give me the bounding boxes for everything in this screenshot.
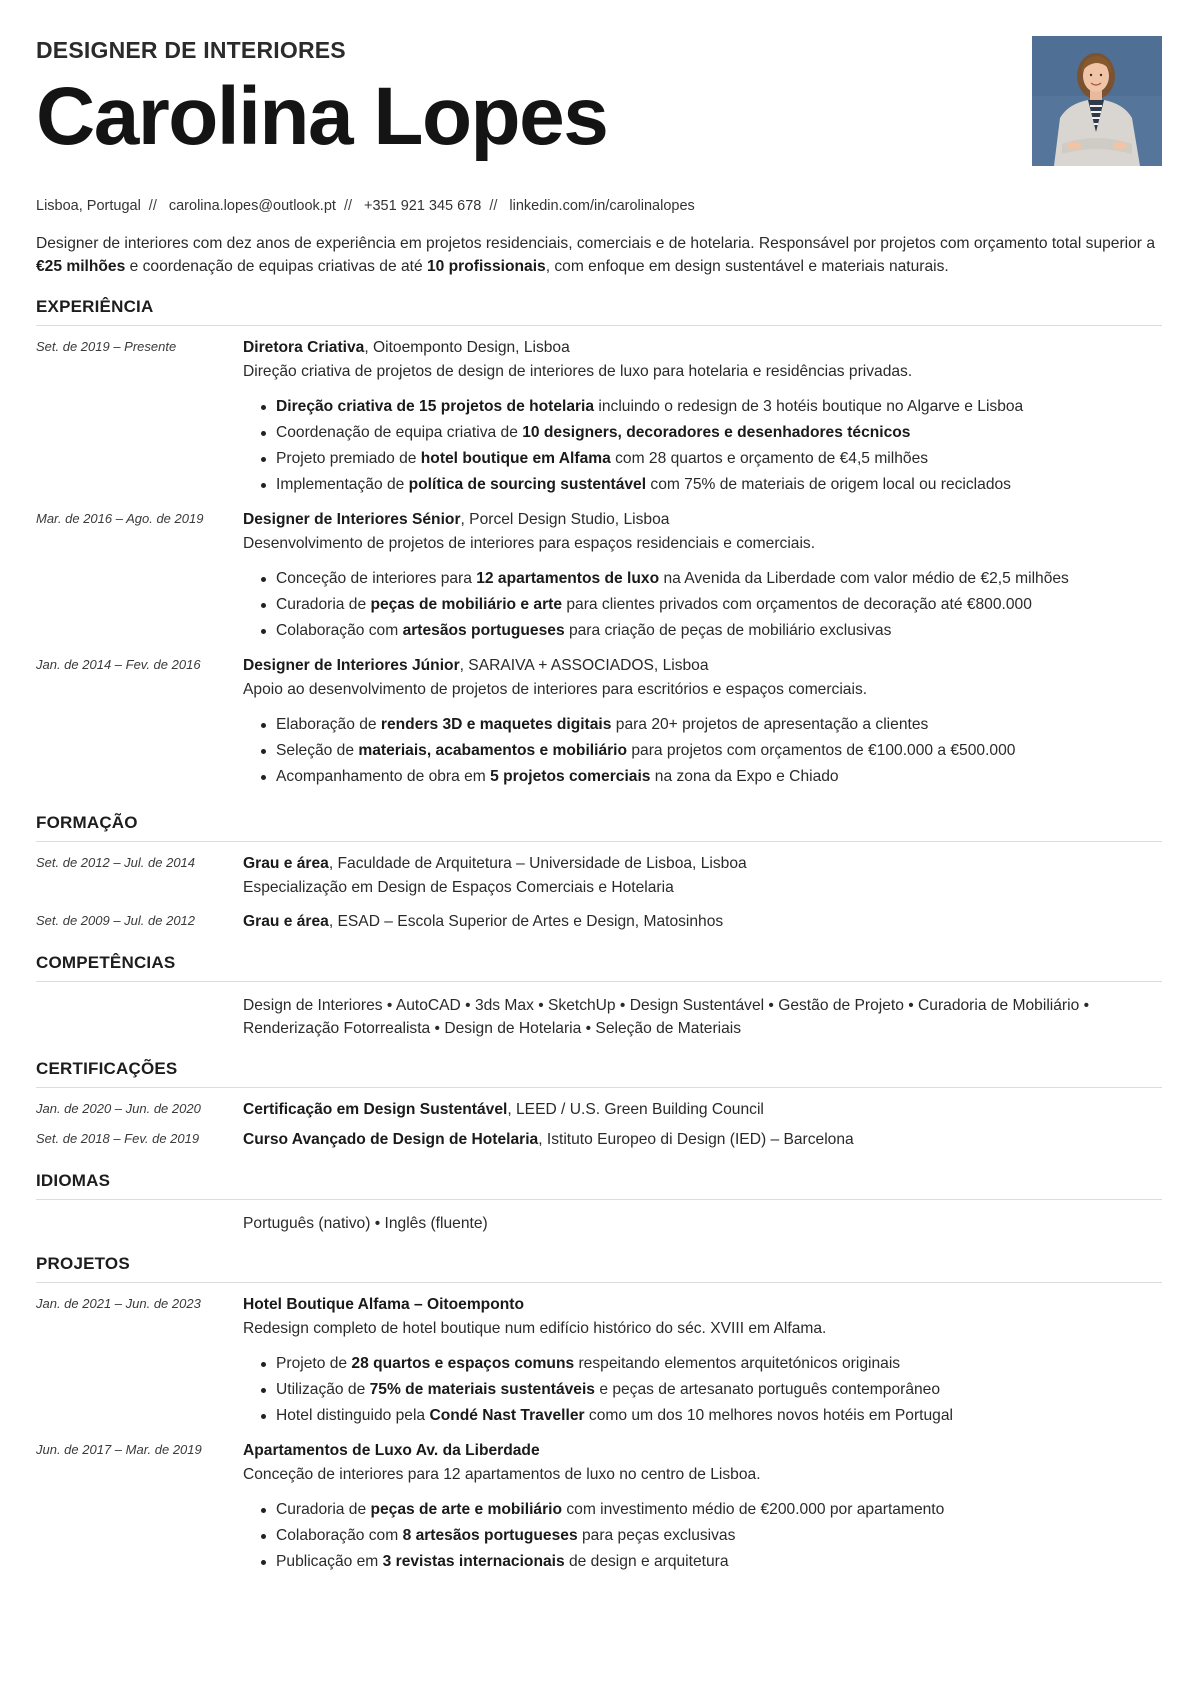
candidate-name: Carolina Lopes: [36, 71, 608, 162]
education-entry: [36, 910, 1162, 934]
certification-name: Curso Avançado de Design de Hotelaria: [243, 1131, 539, 1148]
contact-bar: [36, 196, 1162, 216]
entry-heading: [243, 1098, 1162, 1122]
section-title-projects: PROJETOS: [36, 1253, 1162, 1283]
entry-description: Apoio ao desenvolvimento de projetos de interiores para escritórios e espaços comerciais.: [243, 681, 868, 698]
summary-text: Designer de interiores com dez anos de experiência em projetos residenciais, comerciais e de hotelaria. Responsável por projetos com orçamento total superior a: [36, 235, 1155, 252]
achievement-list: [257, 1497, 1162, 1575]
languages-section: [36, 1170, 1162, 1235]
experience-entry: [36, 508, 1162, 644]
achievement-item: Colaboração com 8 artesãos portugueses para peças exclusivas: [257, 1523, 1162, 1549]
professional-summary: [36, 232, 1162, 278]
contact-separator: //: [148, 198, 157, 214]
summary-text: , com enfoque em design sustentável e materiais naturais.: [545, 258, 949, 275]
languages-list: Português (nativo) • Inglês (fluente): [243, 1215, 488, 1232]
contact-linkedin[interactable]: linkedin.com/in/carolinalopes: [509, 198, 695, 214]
certification-issuer: , LEED / U.S. Green Building Council: [507, 1101, 764, 1118]
skills-list: Design de Interiores • AutoCAD • 3ds Max • SketchUp • Design Sustentável • Gestão de Projeto • Curadoria de Mobiliário • Renderização Fotorrealista • Design de Hotelaria • Seleção de Materiais: [243, 997, 1090, 1037]
job-role: Designer de Interiores Sénior: [243, 511, 461, 528]
achievement-item: Projeto premiado de hotel boutique em Alfama com 28 quartos e orçamento de €4,5 milhões: [257, 446, 1162, 472]
contact-separator: //: [489, 198, 498, 214]
job-company: , Oitoemponto Design, Lisboa: [364, 339, 570, 356]
entry-heading: [243, 654, 1162, 678]
certification-name: Certificação em Design Sustentável: [243, 1101, 508, 1118]
experience-section: [36, 296, 1162, 790]
achievement-list: [257, 712, 1162, 790]
summary-text: e coordenação de equipas criativas de até: [125, 258, 427, 275]
degree-name: Grau e área: [243, 913, 329, 930]
project-entry: [36, 1293, 1162, 1429]
job-role: Diretora Criativa: [243, 339, 365, 356]
achievement-list: [257, 1351, 1162, 1429]
achievement-item: Direção criativa de 15 projetos de hotelaria incluindo o redesign de 3 hotéis boutique no Algarve e Lisboa: [257, 394, 1162, 420]
summary-highlight: €25 milhões: [36, 258, 126, 275]
certification-issuer: , Istituto Europeo di Design (IED) – Barcelona: [538, 1131, 854, 1148]
education-section: [36, 812, 1162, 934]
project-name: Hotel Boutique Alfama – Oitoemponto: [243, 1296, 524, 1313]
contact-location: Lisboa, Portugal: [36, 198, 141, 214]
entry-date: Jan. de 2014 – Fev. de 2016: [36, 657, 201, 672]
achievement-item: Projeto de 28 quartos e espaços comuns respeitando elementos arquitetónicos originais: [257, 1351, 1162, 1377]
school-name: , Faculdade de Arquitetura – Universidade de Lisboa, Lisboa: [328, 855, 747, 872]
achievement-item: Seleção de materiais, acabamentos e mobiliário para projetos com orçamentos de €100.000 a €500.000: [257, 738, 1162, 764]
project-name: Apartamentos de Luxo Av. da Liberdade: [243, 1442, 540, 1459]
entry-description: Especialização em Design de Espaços Comerciais e Hotelaria: [243, 879, 674, 896]
school-name: , ESAD – Escola Superior de Artes e Design, Matosinhos: [328, 913, 724, 930]
resume-page: [36, 36, 1162, 1575]
achievement-item: Curadoria de peças de arte e mobiliário com investimento médio de €200.000 por apartamento: [257, 1497, 1162, 1523]
entry-description: Redesign completo de hotel boutique num edifício histórico do séc. XVIII em Alfama.: [243, 1320, 827, 1337]
section-title-experience: EXPERIÊNCIA: [36, 296, 1162, 326]
achievement-list: [257, 566, 1162, 644]
entry-description: Conceção de interiores para 12 apartamentos de luxo no centro de Lisboa.: [243, 1466, 761, 1483]
skills-section: [36, 952, 1162, 1040]
job-role: Designer de Interiores Júnior: [243, 657, 460, 674]
achievement-item: Acompanhamento de obra em 5 projetos comerciais na zona da Expo e Chiado: [257, 764, 1162, 790]
certification-entry: [36, 1098, 1162, 1122]
experience-entry: [36, 654, 1162, 790]
achievement-item: Colaboração com artesãos portugueses para criação de peças de mobiliário exclusivas: [257, 618, 1162, 644]
achievement-item: Elaboração de renders 3D e maquetes digitais para 20+ projetos de apresentação a clientes: [257, 712, 1162, 738]
entry-heading: [243, 336, 1162, 360]
profile-photo: [1032, 36, 1162, 166]
entry-heading: [243, 1128, 1162, 1152]
experience-entry: [36, 336, 1162, 498]
job-title: DESIGNER DE INTERIORES: [36, 37, 346, 63]
achievement-item: Implementação de política de sourcing sustentável com 75% de materiais de origem local ou reciclados: [257, 472, 1162, 498]
education-entry: [36, 852, 1162, 900]
entry-heading: [243, 1293, 1162, 1317]
achievement-item: Utilização de 75% de materiais sustentáveis e peças de artesanato português contemporâneo: [257, 1377, 1162, 1403]
entry-date: Set. de 2012 – Jul. de 2014: [36, 855, 196, 870]
certifications-section: [36, 1058, 1162, 1152]
entry-description: Desenvolvimento de projetos de interiores para espaços residenciais e comerciais.: [243, 535, 816, 552]
entry-date: Mar. de 2016 – Ago. de 2019: [36, 511, 204, 526]
achievement-item: Conceção de interiores para 12 apartamentos de luxo na Avenida da Liberdade com valor médio de €2,5 milhões: [257, 566, 1162, 592]
entry-heading: [243, 910, 1162, 934]
section-title-languages: IDIOMAS: [36, 1170, 1162, 1200]
achievement-item: Publicação em 3 revistas internacionais de design e arquitetura: [257, 1549, 1162, 1575]
contact-separator: //: [343, 198, 352, 214]
entry-date: Jan. de 2020 – Jun. de 2020: [36, 1101, 201, 1116]
entry-heading: [243, 508, 1162, 532]
degree-name: Grau e área: [243, 855, 329, 872]
achievement-item: Hotel distinguido pela Condé Nast Traveller como um dos 10 melhores novos hotéis em Portugal: [257, 1403, 1162, 1429]
achievement-item: Curadoria de peças de mobiliário e arte para clientes privados com orçamentos de decoração até €800.000: [257, 592, 1162, 618]
summary-highlight: 10 profissionais: [426, 258, 546, 275]
entry-heading: [243, 1439, 1162, 1463]
entry-description: Direção criativa de projetos de design de interiores de luxo para hotelaria e residências privadas.: [243, 363, 913, 380]
contact-email[interactable]: carolina.lopes@outlook.pt: [168, 198, 336, 214]
job-company: , SARAIVA + ASSOCIADOS, Lisboa: [459, 657, 709, 674]
projects-section: [36, 1253, 1162, 1575]
job-company: , Porcel Design Studio, Lisboa: [460, 511, 670, 528]
entry-date: Set. de 2018 – Fev. de 2019: [36, 1131, 200, 1146]
achievement-item: Coordenação de equipa criativa de 10 designers, decoradores e desenhadores técnicos: [257, 420, 1162, 446]
certification-entry: [36, 1128, 1162, 1152]
profile-photo-image: [1032, 36, 1162, 166]
section-title-certifications: CERTIFICAÇÕES: [36, 1058, 1162, 1088]
achievement-list: [257, 394, 1162, 498]
section-title-skills: COMPETÊNCIAS: [36, 952, 1162, 982]
entry-date: Set. de 2019 – Presente: [36, 339, 177, 354]
resume-header: [36, 36, 1162, 184]
entry-date: Jun. de 2017 – Mar. de 2019: [36, 1442, 202, 1457]
contact-phone[interactable]: +351 921 345 678: [364, 198, 482, 214]
project-entry: [36, 1439, 1162, 1575]
entry-heading: [243, 852, 1162, 876]
section-title-education: FORMAÇÃO: [36, 812, 1162, 842]
entry-date: Jan. de 2021 – Jun. de 2023: [36, 1296, 201, 1311]
entry-date: Set. de 2009 – Jul. de 2012: [36, 913, 196, 928]
